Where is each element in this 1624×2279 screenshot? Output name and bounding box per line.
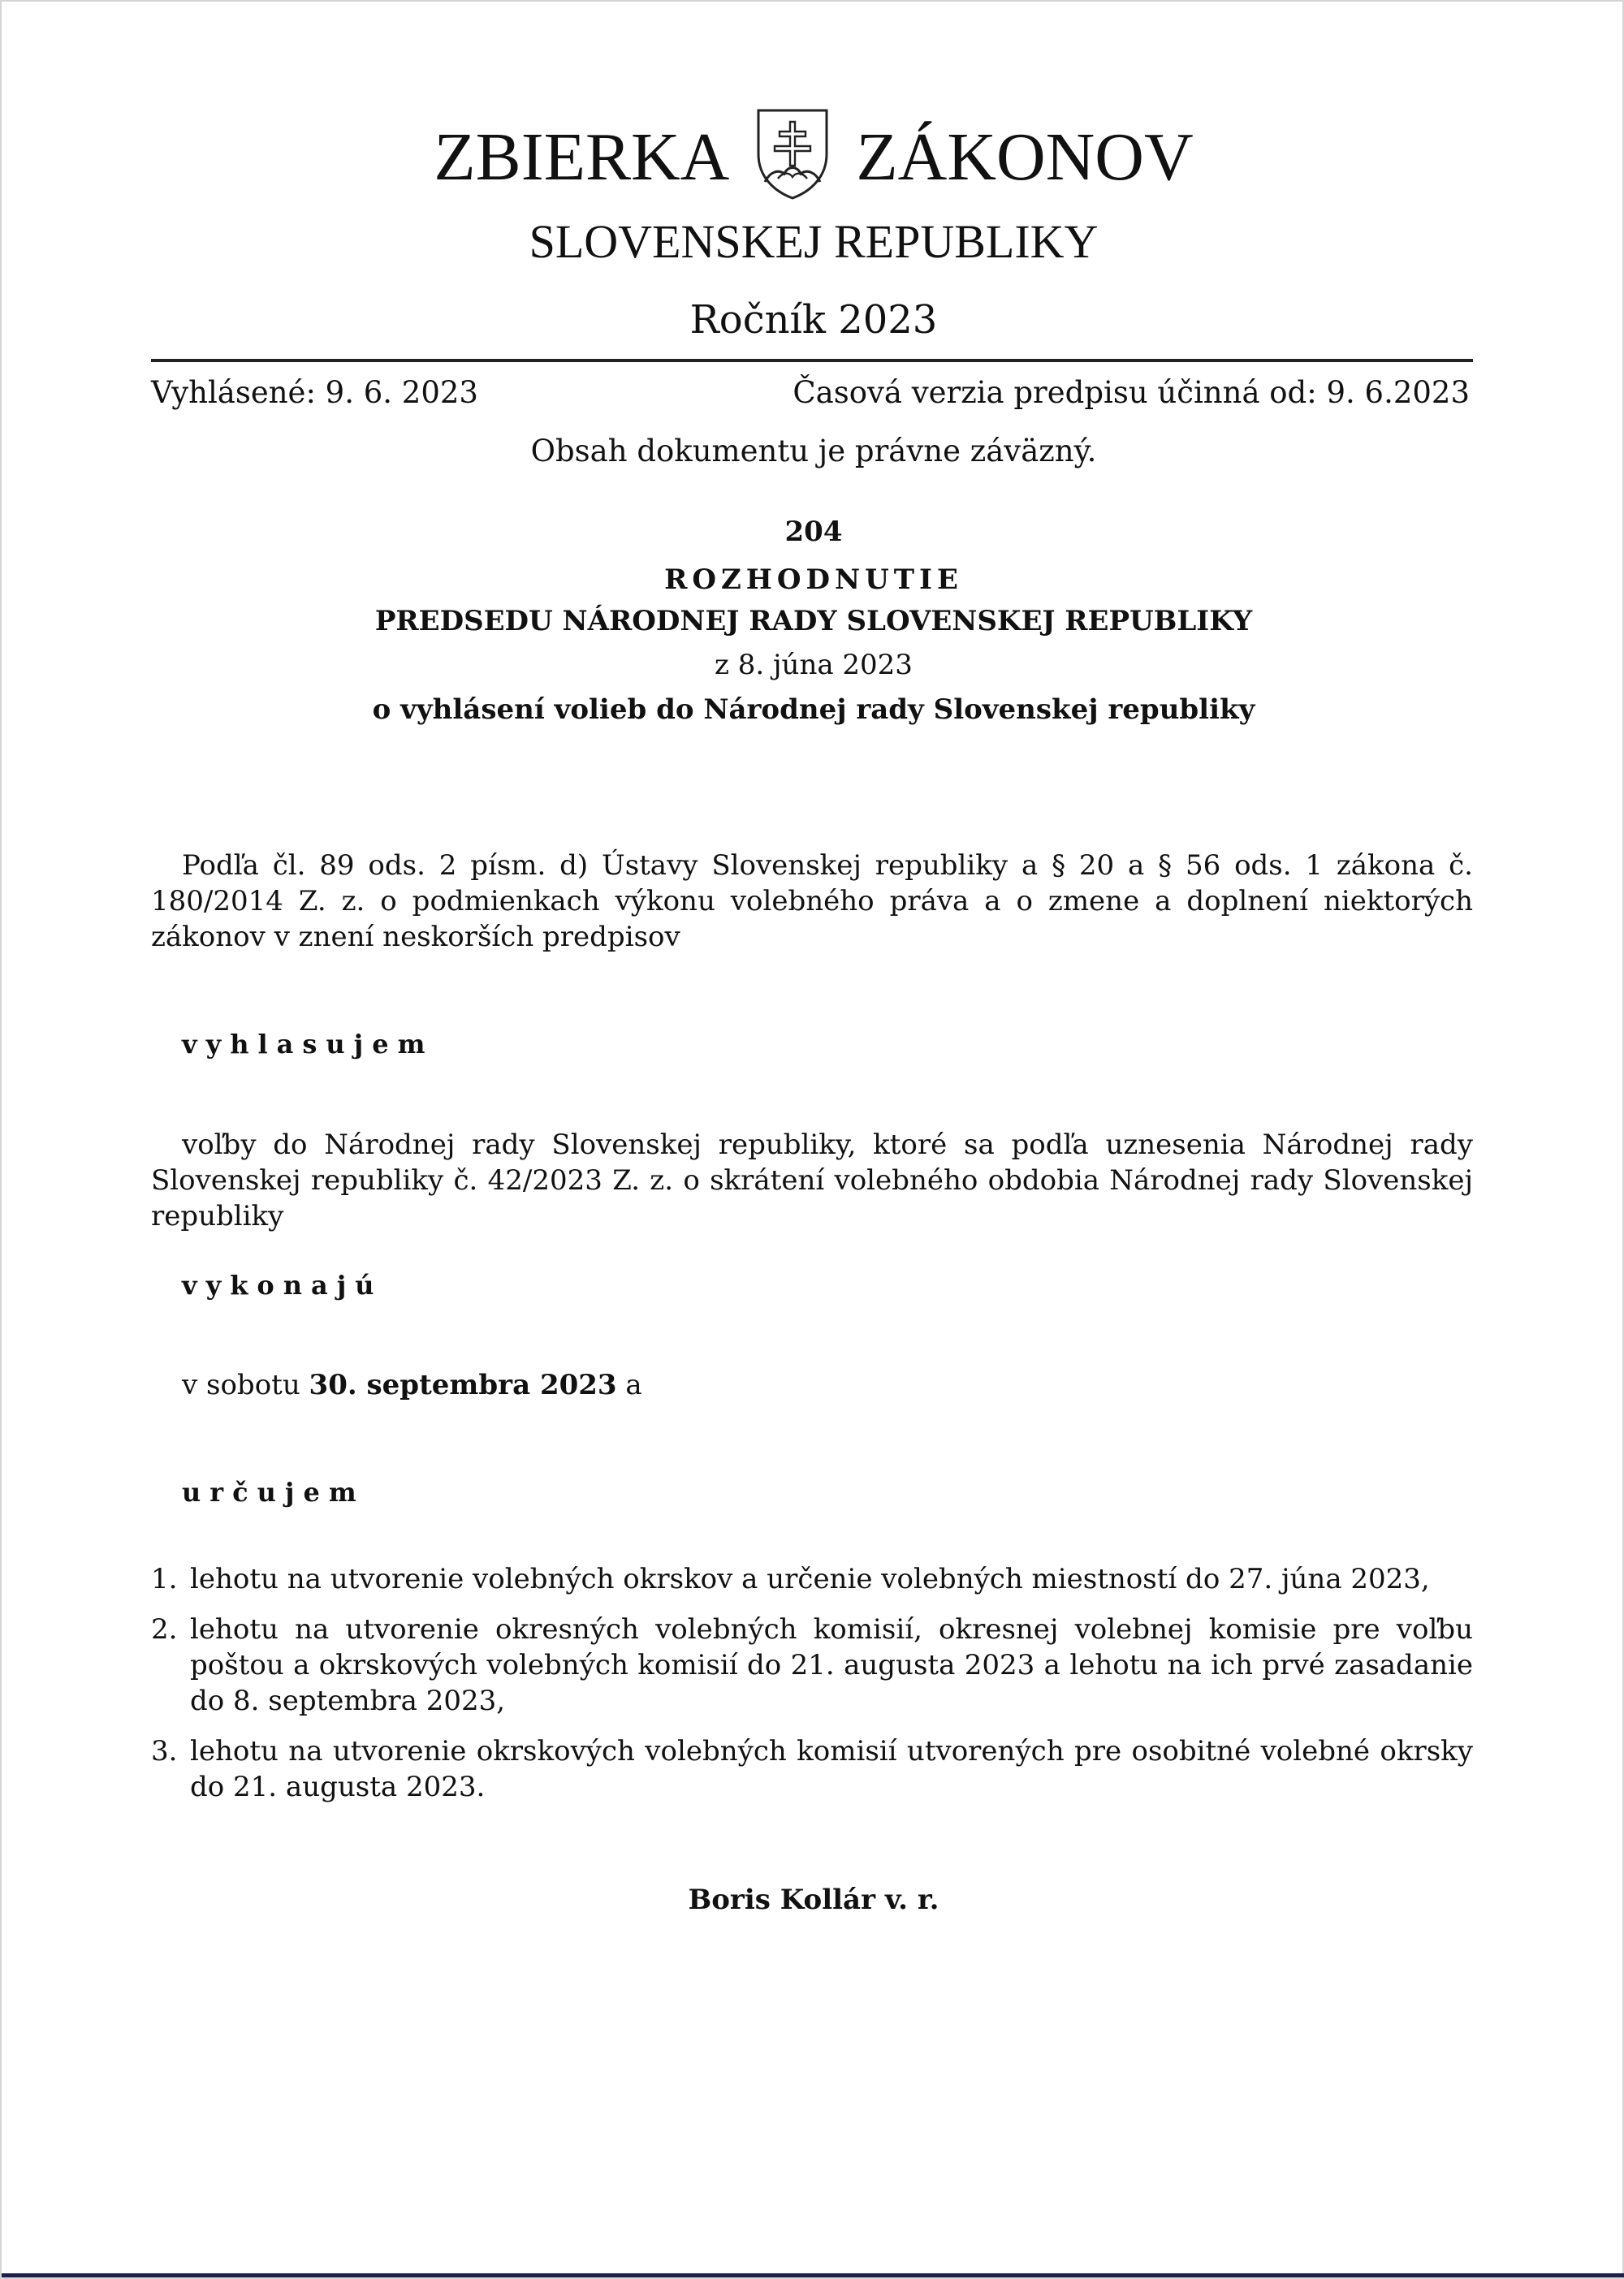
election-date-suffix: a (625, 1369, 642, 1401)
decision-issuer: PREDSEDU NÁRODNEJ RADY SLOVENSKEJ REPUBLIKY (374, 605, 1253, 637)
slovak-coat-of-arms-icon (754, 107, 831, 201)
masthead (2, 114, 1624, 201)
keyword-determine: určujem (182, 1477, 365, 1508)
keyword-perform: vykonajú (182, 1270, 383, 1301)
decision-date: z 8. júna 2023 (715, 649, 913, 681)
announced-date: Vyhlásené: 9. 6. 2023 (151, 375, 478, 410)
deadlines-list (151, 1561, 1473, 1819)
list-item: 1. lehotu na utvorenie volebných okrskov a určenie volebných miestností do 27. júna 2023, (151, 1563, 1430, 1595)
list-item: 2. lehotu na utvorenie okresných volebných komisií, okresnej volebnej komisie pre voľbu poštou a okrskových volebných komisií do 21. augusta 2023 a lehotu na ich prvé zasadanie do 8. septembra 2023, (151, 1613, 1473, 1717)
election-date-line (182, 1369, 642, 1402)
masthead-right-word: ZÁKONOV (856, 119, 1194, 195)
intro-paragraph: Podľa čl. 89 ods. 2 písm. d) Ústavy Slovenskej republiky a § 20 a § 56 ods. 1 zákona č. 180/2014 Z. z. o podmienkach výkonu volebného práva a o zmene a doplnení niektorých zákonov v znení neskorších predpisov (151, 849, 1473, 953)
version-effective-date: Časová verzia predpisu účinná od: 9. 6.2023 (793, 375, 1470, 410)
elections-paragraph: voľby do Národnej rady Slovenskej republiky, ktoré sa podľa uznesenia Národnej rady Slovenskej republiky č. 42/2023 Z. z. o skrátení volebného obdobia Národnej rady Slovenskej republiky (151, 1129, 1473, 1232)
signature: Boris Kollár v. r. (688, 1884, 939, 1916)
volume-year: Ročník 2023 (689, 297, 938, 343)
bottom-strip (2, 2273, 1624, 2277)
header-rule (151, 359, 1473, 362)
decision-number: 204 (784, 516, 843, 548)
list-item: 3. lehotu na utvorenie okrskových volebných komisií utvorených pre osobitné volebné okrsky do 21. augusta 2023. (151, 1735, 1473, 1803)
keyword-announce: vyhlasujem (182, 1029, 434, 1060)
masthead-left-word: ZBIERKA (434, 119, 730, 195)
masthead-subtitle: SLOVENSKEJ REPUBLIKY (529, 215, 1099, 268)
decision-subject: o vyhlásení volieb do Národnej rady Slovenskej republiky (372, 693, 1255, 726)
binding-note: Obsah dokumentu je právne záväzný. (530, 434, 1097, 468)
decision-type: ROZHODNUTIE (664, 563, 963, 596)
election-date: 30. septembra 2023 (309, 1369, 617, 1401)
election-date-prefix: v sobotu (182, 1369, 300, 1401)
